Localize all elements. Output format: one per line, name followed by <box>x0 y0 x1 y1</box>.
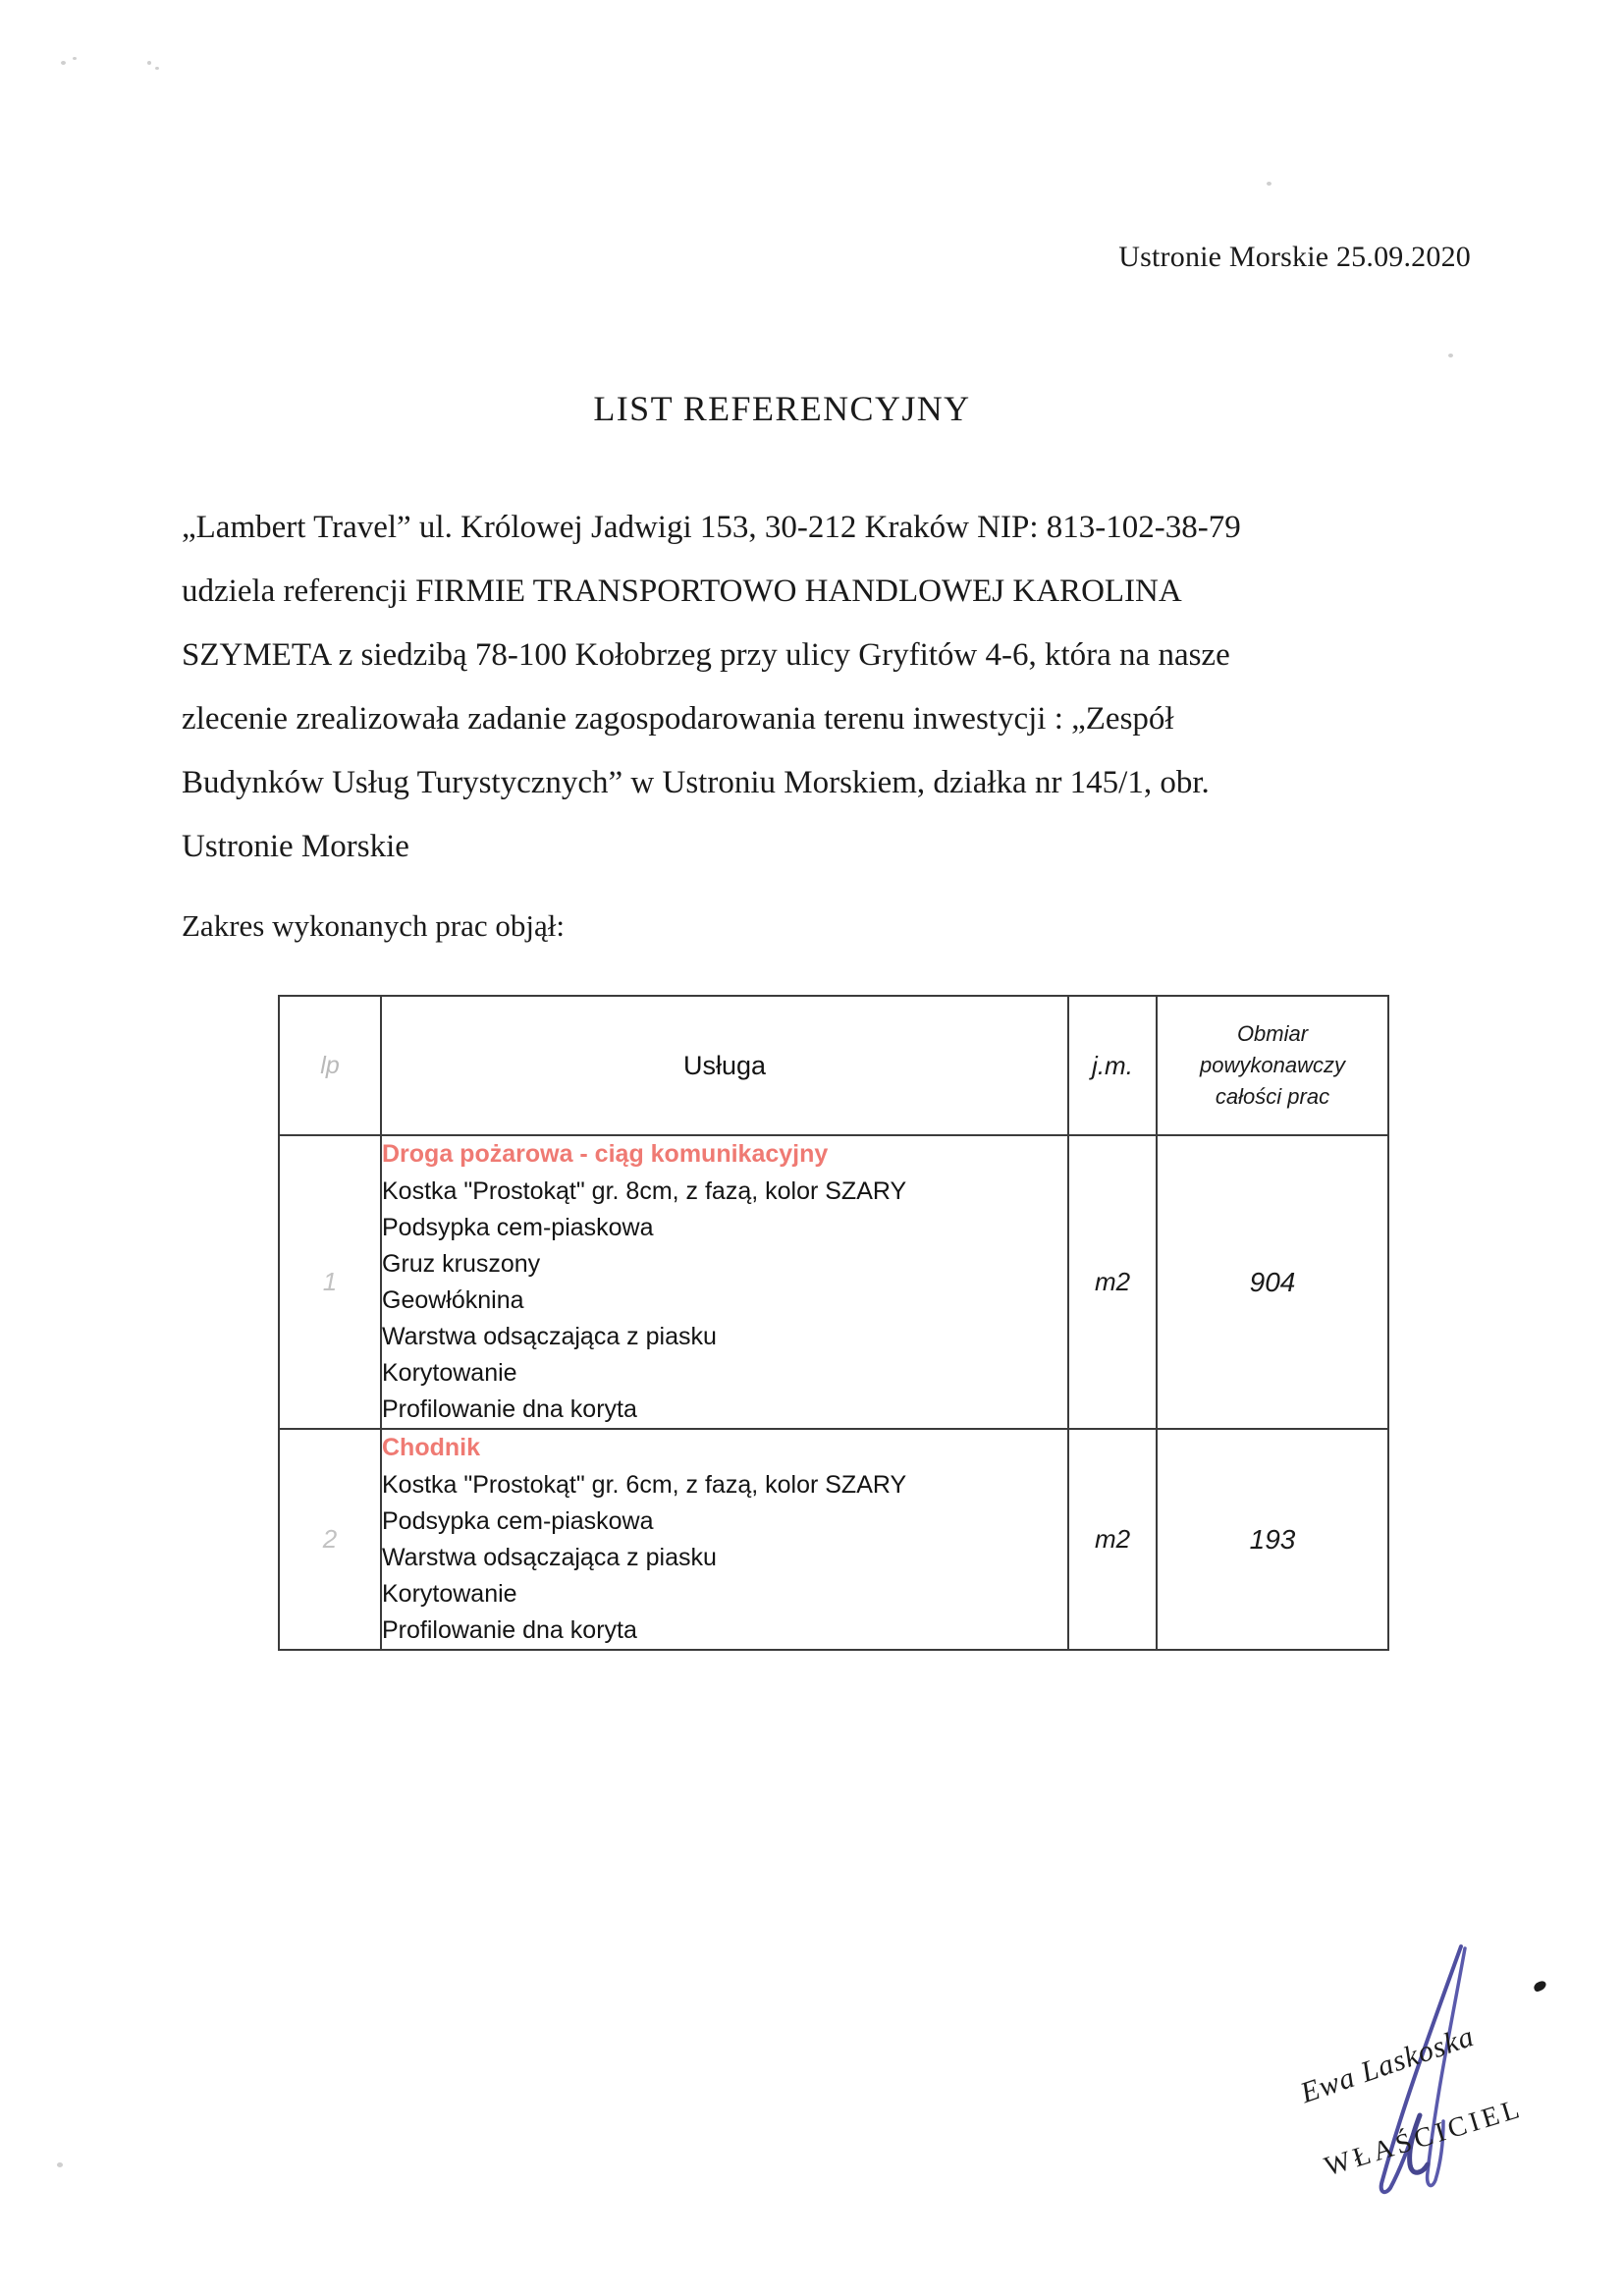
scan-speck <box>147 61 151 65</box>
document-date: Ustronie Morskie 25.09.2020 <box>1118 241 1471 273</box>
task-item: Warstwa odsączająca z piasku <box>382 1323 717 1350</box>
task-item: Kostka "Prostokąt" gr. 8cm, z fazą, kolor SZARY <box>382 1177 907 1205</box>
obmiar-header-line-1: Obmiar <box>1236 1021 1309 1046</box>
column-header-obmiar <box>1157 996 1388 1135</box>
body-line: „Lambert Travel” ul. Królowej Jadwigi 153, 30-212 Kraków NIP: 813-102-38-79 <box>182 510 1241 545</box>
task-title: Chodnik <box>382 1434 480 1461</box>
task-item: Geowłóknina <box>382 1286 524 1314</box>
row-index: 2 <box>279 1429 381 1650</box>
row-quantity: 904 <box>1157 1135 1388 1429</box>
task-item: Kostka "Prostokąt" gr. 6cm, z fazą, kolor SZARY <box>382 1471 907 1499</box>
task-title: Droga pożarowa - ciąg komunikacyjny <box>382 1140 829 1168</box>
task-item: Korytowanie <box>382 1359 517 1387</box>
task-item: Podsypka cem-piaskowa <box>382 1507 654 1535</box>
obmiar-header-line-3: całości prac <box>1215 1084 1330 1109</box>
row-index: 1 <box>279 1135 381 1429</box>
body-line: SZYMETA z siedzibą 78-100 Kołobrzeg przy ulicy Gryfitów 4-6, która na nasze <box>182 637 1230 673</box>
task-item: Podsypka cem-piaskowa <box>382 1214 654 1241</box>
row-service-cell <box>381 1135 1068 1429</box>
column-header-jm: j.m. <box>1068 996 1157 1135</box>
row-service-cell <box>381 1429 1068 1650</box>
task-item: Korytowanie <box>382 1580 517 1608</box>
task-item: Profilowanie dna koryta <box>382 1616 637 1644</box>
scan-speck <box>1448 354 1453 357</box>
scan-speck <box>61 61 66 65</box>
page-title: LIST REFERENCYJNY <box>593 389 971 428</box>
scan-speck <box>1267 182 1271 186</box>
table-header-row <box>279 996 1388 1135</box>
scan-speck <box>73 57 77 60</box>
stamp-owner-name: Ewa Laskoska <box>1296 2019 1479 2110</box>
body-line: udziela referencji FIRMIE TRANSPORTOWO HANDLOWEJ KAROLINA <box>182 574 1182 609</box>
column-header-lp: lp <box>279 996 381 1135</box>
table-row <box>279 1135 1388 1429</box>
obmiar-header-line-2: powykonawczy <box>1200 1053 1345 1077</box>
row-unit: m2 <box>1068 1429 1157 1650</box>
row-quantity: 193 <box>1157 1429 1388 1650</box>
scan-speck <box>155 67 159 70</box>
body-line: Budynków Usług Turystycznych” w Ustroniu Morskiem, działka nr 145/1, obr. <box>182 765 1210 800</box>
scan-speck <box>57 2162 63 2167</box>
works-table <box>278 995 1389 1651</box>
table-row <box>279 1429 1388 1650</box>
task-item: Gruz kruszony <box>382 1250 541 1278</box>
body-line: Ustronie Morskie <box>182 829 409 864</box>
row-unit: m2 <box>1068 1135 1157 1429</box>
reference-body <box>182 496 1429 879</box>
task-item: Profilowanie dna koryta <box>382 1395 637 1423</box>
column-header-usluga: Usługa <box>381 996 1068 1135</box>
body-line: zlecenie zrealizowała zadanie zagospodarowania terenu inwestycji : „Zespół <box>182 701 1174 737</box>
task-item: Warstwa odsączająca z piasku <box>382 1544 717 1571</box>
scope-label: Zakres wykonanych prac objął: <box>182 908 565 943</box>
stamp-owner-role: WŁAŚCICIEL <box>1321 2093 1527 2183</box>
signature-block <box>1286 1935 1610 2200</box>
